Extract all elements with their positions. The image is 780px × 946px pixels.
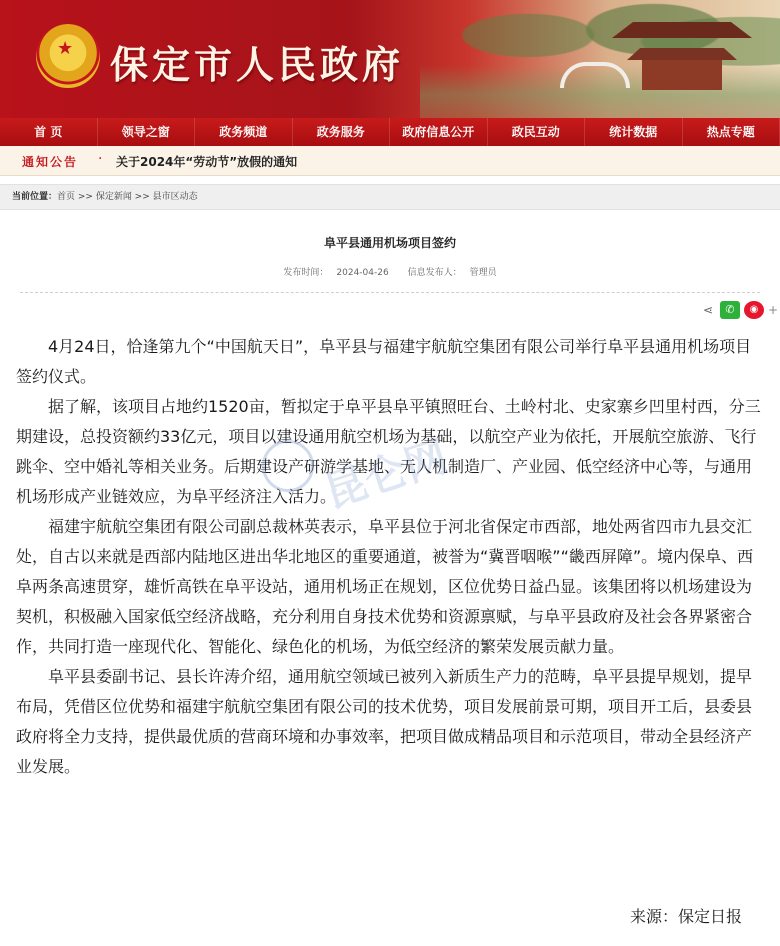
- nav-item-home[interactable]: 首 页: [0, 118, 98, 146]
- article-paragraph: 4月24日，恰逢第九个“中国航天日”，阜平县与福建宇航航空集团有限公司举行阜平县通用机场项目签约仪式。: [16, 337, 752, 386]
- notice-tag: 通知公告: [22, 155, 79, 169]
- breadcrumb-path[interactable]: 首页 >> 保定新闻 >> 县市区动态: [57, 192, 198, 202]
- publisher-label: 信息发布人：: [407, 268, 462, 278]
- weibo-icon[interactable]: ◉: [744, 301, 764, 319]
- nav-item-government-affairs[interactable]: 政务频道: [195, 118, 293, 146]
- divider: [20, 292, 760, 293]
- breadcrumb: [0, 184, 780, 210]
- article-meta: [0, 265, 780, 278]
- article-paragraph: 阜平县委副书记、县长许涛介绍，通用航空领域已被列入新质生产力的范畴，阜平县提早规划，提早布局，凭借区位优势和福建宇航航空集团有限公司的技术优势，项目发展前景可期，项目开工后，县委县政府将全力支持，提供最优质的营商环境和办事效率，把项目做成精品项目和示范项目，带动全县经济产业发展。: [16, 667, 753, 776]
- article-source: 来源：保定日报: [629, 907, 742, 926]
- main-nav: [0, 118, 780, 146]
- notice-bar: [0, 146, 780, 176]
- article: [0, 210, 780, 946]
- share-icon[interactable]: ⋖: [702, 303, 714, 317]
- share-bar: [700, 300, 778, 320]
- watermark-text: 昆仑网: [318, 431, 454, 518]
- nav-item-topics[interactable]: 热点专题: [683, 118, 780, 146]
- banner-pavilion: [612, 12, 752, 92]
- article-paragraph: 福建宇航航空集团有限公司副总裁林英表示，阜平县位于河北省保定市西部，地处两省四市九县交汇处，自古以来就是西部内陆地区进出华北地区的重要通道，被誉为“冀晋咽喉”“畿西屏障”。境内保阜、西阜两条高速贯穿，雄忻高铁在阜平设站，通用机场正在规划，区位优势日益凸显。该集团将以机场建设为契机，积极融入国家低空经济战略，充分利用自身技术优势和资源禀赋，与阜平县政府及社会各界紧密合作，共同打造一座现代化、智能化、绿色化的机场，为低空经济的繁荣发展贡献力量。: [16, 517, 754, 656]
- nav-item-leaders[interactable]: 领导之窗: [98, 118, 196, 146]
- national-emblem-icon[interactable]: ★: [36, 24, 100, 88]
- more-share-icon[interactable]: +: [768, 303, 779, 317]
- date-label: 发布时间：: [283, 268, 329, 278]
- article-title: 阜平县通用机场项目签约: [323, 236, 456, 250]
- publish-date: 2024-04-26: [336, 268, 389, 278]
- site-banner: [0, 0, 780, 118]
- breadcrumb-label: 当前位置：: [12, 192, 58, 202]
- publisher: 管理员: [469, 268, 497, 278]
- notice-bullet: ·: [98, 151, 103, 167]
- nav-item-statistics[interactable]: 统计数据: [585, 118, 683, 146]
- article-body: [16, 332, 764, 782]
- article-paragraph: 据了解，该项目占地约1520亩，暂拟定于阜平县阜平镇照旺台、土岭村北、史家寨乡凹里村西，分三期建设，总投资额约33亿元，项目以建设通用航空机场为基础，以航空产业为依托，开展航空旅游、飞行跳伞、空中婚礼等相关业务。后期建设产研游学基地、无人机制造厂、产业园、低空经济中心等，与通用机场形成产业链效应，为阜平经济注入活力。: [16, 397, 761, 506]
- nav-item-interaction[interactable]: 政民互动: [488, 118, 586, 146]
- site-name[interactable]: 保定市人民政府: [110, 42, 405, 87]
- wechat-icon[interactable]: ✆: [720, 301, 740, 319]
- notice-link[interactable]: 关于2024年“劳动节”放假的通知: [116, 155, 298, 169]
- nav-item-services[interactable]: 政务服务: [293, 118, 391, 146]
- nav-item-info-disclosure[interactable]: 政府信息公开: [390, 118, 488, 146]
